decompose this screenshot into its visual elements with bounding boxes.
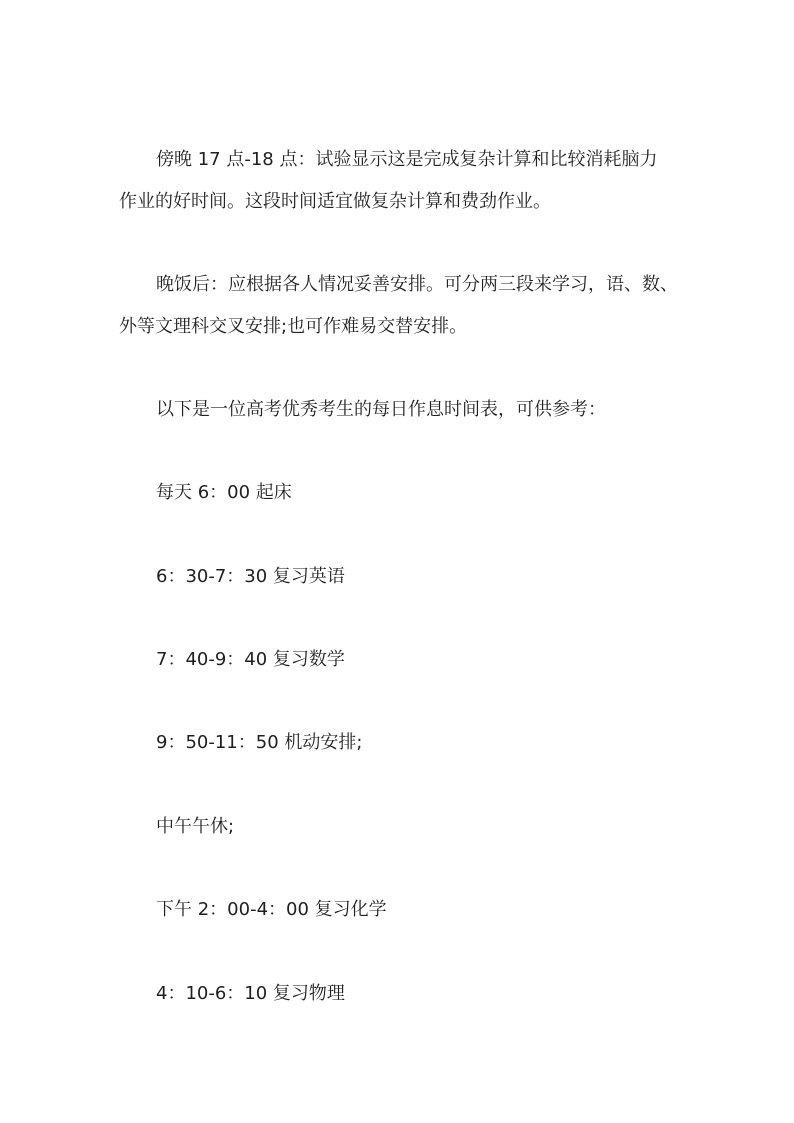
paragraph-line: 晚饭后：应根据各人情况妥善安排。可分两三段来学习，语、数、 (156, 274, 678, 295)
schedule-item: 7：40-9：40 复习数学 (156, 649, 345, 670)
schedule-item: 下午 2：00-4：00 复习化学 (156, 899, 387, 920)
schedule-item-noon-rest (119, 806, 679, 848)
schedule-item: 每天 6：00 起床 (156, 482, 292, 503)
schedule-item-english (119, 556, 679, 598)
paragraph-after-dinner (119, 264, 679, 348)
schedule-item: 9：50-11：50 机动安排; (156, 732, 363, 753)
schedule-item: 中午午休; (156, 816, 235, 837)
paragraph-line: 作业的好时间。这段时间适宜做复杂计算和费劲作业。 (119, 191, 551, 212)
schedule-item-wakeup (119, 472, 679, 514)
paragraph-schedule-intro (119, 389, 679, 431)
schedule-item-math (119, 639, 679, 681)
schedule-item: 4：10-6：10 复习物理 (156, 983, 345, 1004)
paragraph-line: 以下是一位高考优秀考生的每日作息时间表，可供参考： (156, 399, 606, 420)
schedule-item-flexible (119, 722, 679, 764)
schedule-item: 6：30-7：30 复习英语 (156, 566, 345, 587)
paragraph-line: 外等文理科交叉安排;也可作难易交替安排。 (119, 316, 468, 337)
paragraph-evening-study (119, 139, 679, 223)
schedule-item-physics (119, 973, 679, 1015)
schedule-item-chemistry (119, 889, 679, 931)
paragraph-line: 傍晚 17 点-18 点：试验显示这是完成复杂计算和比较消耗脑力 (156, 149, 658, 170)
